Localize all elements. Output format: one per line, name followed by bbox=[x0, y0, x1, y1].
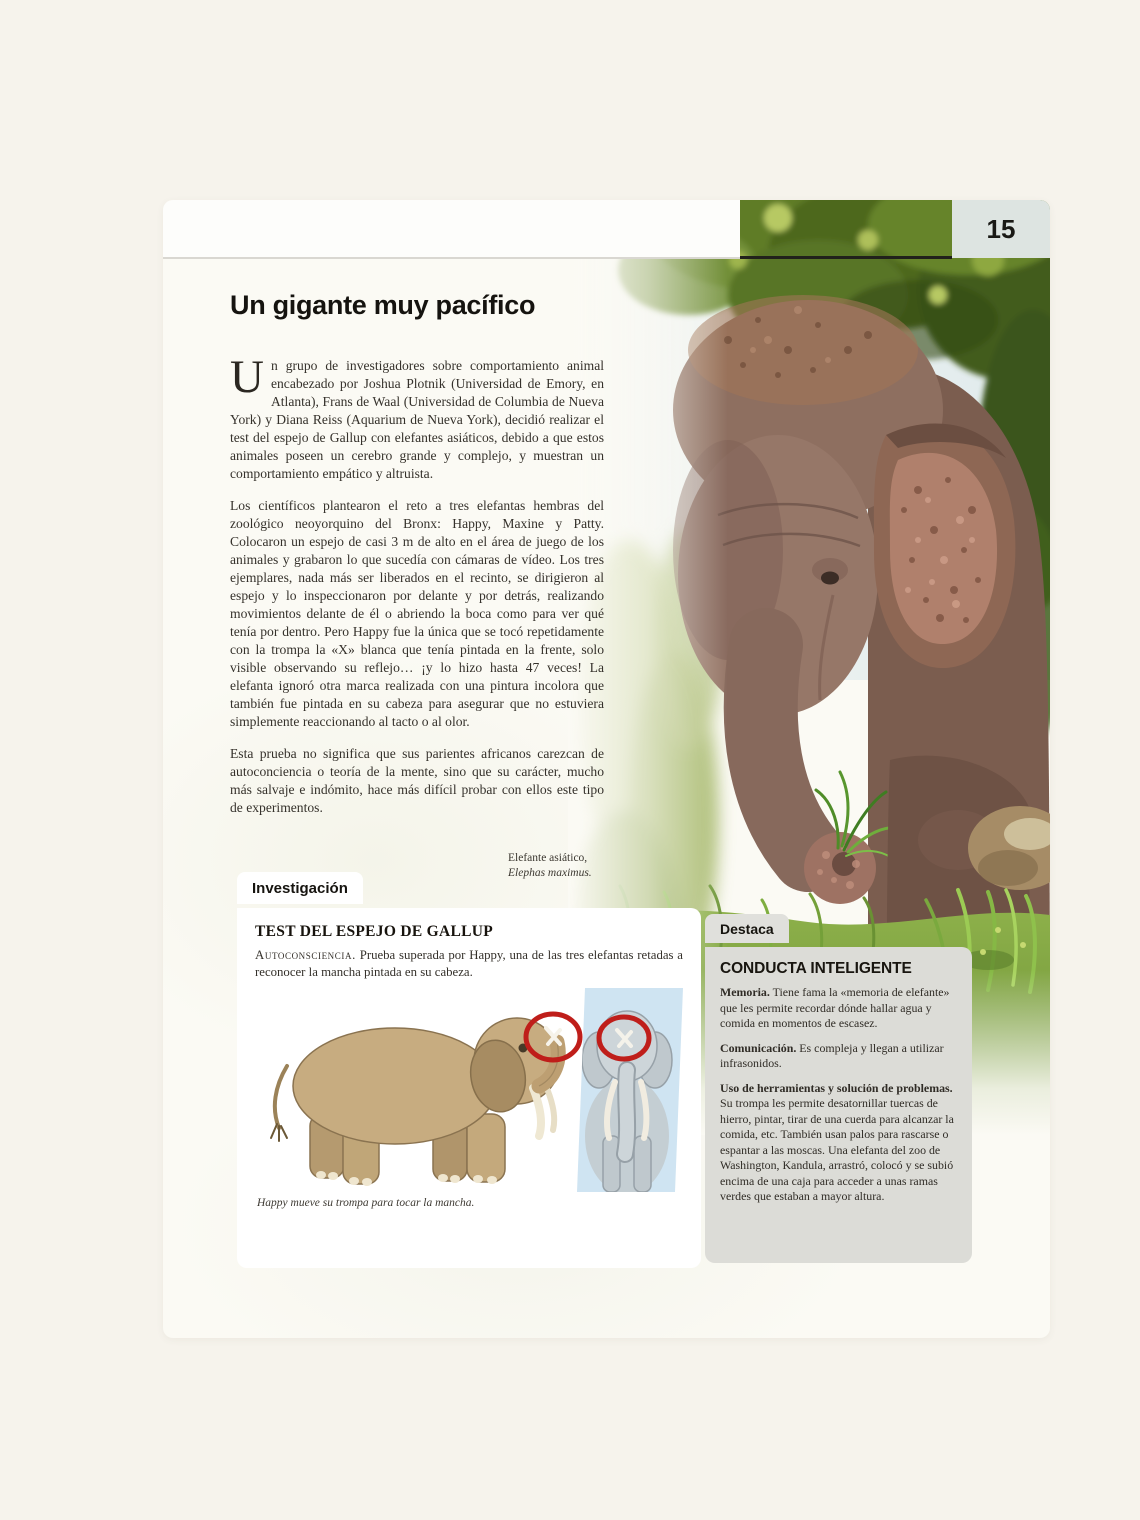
illustration-caption: Happy mueve su trompa para tocar la mancha. bbox=[257, 1197, 475, 1209]
header-rule-light bbox=[163, 257, 740, 259]
header-rule-dark bbox=[740, 256, 952, 259]
drop-cap: U bbox=[230, 351, 264, 403]
page-number: 15 bbox=[952, 200, 1050, 258]
highlight-tab: Destaca bbox=[705, 914, 789, 943]
research-box bbox=[237, 908, 701, 1268]
research-tab: Investigación bbox=[237, 872, 363, 904]
research-box-lead: Autoconsciencia. bbox=[255, 948, 356, 962]
research-box-body: Prueba superada por Happy, una de las tres elefantas retadas a reconocer la mancha pintada en su cabeza. bbox=[255, 948, 683, 979]
happy-elephant-figure bbox=[271, 1014, 580, 1186]
body-paragraph-2: Los científicos plantearon el reto a tres elefantas hembras del zoológico neoyorquino del Bronx: Happy, Maxine y Patty. Colocaron un espejo de casi 3 m de alto en el área de juego de los animales y grabaron lo que sucedía con cámaras de vídeo. Los tres ejemplares, nada más ser liberados en el recinto, se dirigieron al espejo y lo inspeccionaron por delante y por detrás, realizando movimientos delante de él o abriendo la boca como para ver qué tenía por dentro. Pero Happy fue la única que se tocó repetidamente con la trompa la «X» blanca que tenía pintada en la frente, solo visible observando su reflejo… ¡y lo hizo hasta 47 veces! La elefanta ignoró otra marca realizada con una pintura incolora que también fue pintada en su cabeza para asegurar que no estuviera simplemente reaccionando al tacto o al olor. bbox=[230, 498, 604, 729]
intro-text: n grupo de investigadores sobre comportamiento animal encabezado por Joshua Plotnik (Universidad de Emory, en Atlanta), Frans de Waal (Universidad de Columbia de Nueva York) y Diana Reiss (Aquarium de Nueva York), decidió realizar el test del espejo de Gallup con elefantes asiáticos, debido a que estos animales poseen un cerebro grande y complejo, y muestran un comportamiento empático y altruista. bbox=[230, 358, 604, 481]
mirror-test-illustration bbox=[255, 986, 683, 1192]
mirror-reflection-elephant bbox=[582, 1011, 672, 1192]
research-box-title: TEST DEL ESPEJO DE GALLUP bbox=[255, 923, 494, 940]
article bbox=[230, 290, 604, 831]
photo-caption bbox=[508, 851, 648, 881]
highlight-item-comunicacion: Comunicación. Es compleja y llegan a utilizar infrasonidos. bbox=[720, 1040, 944, 1070]
highlight-item-herramientas: Uso de herramientas y solución de problemas. Su trompa les permite desatornillar tuercas de hierro, pintar, tirar de una cuerda para alcanzar la comida, etc. También usan palos para rascarse o espantar a las moscas. Una elefanta del zoo de Washington, Kandula, arrastró, colocó y se subió encima de una caja para acceder a unas ramas verdes que estaban a mayor altura. bbox=[720, 1080, 954, 1203]
page bbox=[163, 200, 1050, 1338]
photo-caption-species-name: Elephas maximus. bbox=[508, 867, 592, 879]
body-paragraph-3: Esta prueba no significa que sus parientes africanos carezcan de autoconciencia o teoría de la mente, sino que su carácter, mucho más salvaje e indómito, hace más difícil probar con ellos este tipo de experimentos. bbox=[230, 746, 604, 815]
page-title: Un gigante muy pacífico bbox=[230, 290, 536, 320]
highlight-item-memoria: Memoria. Tiene fama la «memoria de elefante» que les permite recordar dónde hallar agua y comida en momentos de escasez. bbox=[720, 985, 950, 1030]
header-band bbox=[163, 200, 740, 258]
highlight-box bbox=[705, 947, 972, 1263]
photo-caption-common-name: Elefante asiático, bbox=[508, 852, 588, 864]
intro-paragraph bbox=[230, 351, 604, 483]
highlight-box-title: CONDUCTA INTELIGENTE bbox=[720, 960, 912, 977]
research-box-text bbox=[255, 947, 683, 980]
